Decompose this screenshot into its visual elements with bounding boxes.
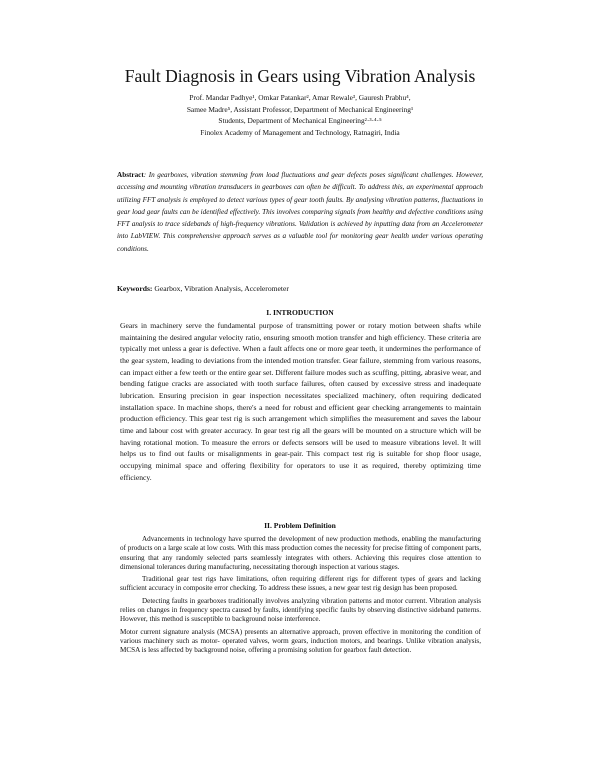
author-line-1: Prof. Mandar Padhye¹, Omkar Patankar², Amar Rewale³, Gauresh Prabhu⁴,: [189, 93, 411, 102]
section-heading-problem-definition: II. Problem Definition: [264, 521, 336, 530]
keywords: [117, 284, 483, 293]
keywords-label: Keywords:: [117, 284, 153, 293]
problem-paragraph: Motor current signature analysis (MCSA) presents an alternative approach, proven effective in monitoring the condition of various machinery such as motor- operated valves, worm gears, induction motors, and bearings. Unlike vibration analysis, MCSA is less affected by background noise, offering a promising solution for gearbox fault detection.: [120, 627, 481, 655]
author-line-3: Students, Department of Mechanical Engineering²·³·⁴·⁵: [218, 116, 382, 125]
abstract: [117, 169, 483, 255]
problem-definition-body: [120, 535, 481, 659]
problem-paragraph: Advancements in technology have spurred the development of new production methods, enabling the manufacturing of products on a large scale at low costs. With this mass production comes the necessity for precise fitting of component parts, ensuring that any randomly selected parts seamlessly integrates with others. Achieving this requires close attention to dimensional tolerances during manufacturing, necessitating thorough inspection at various stages.: [120, 535, 481, 571]
author-line-2: Samee Madre⁵, Assistant Professor, Department of Mechanical Engineering¹: [186, 105, 414, 114]
author-line-4: Finolex Academy of Management and Technology, Ratnagiri, India: [200, 128, 400, 137]
introduction-paragraph: Gears in machinery serve the fundamental purpose of transmitting power or rotary motion between shafts while maintaining the desired angular velocity ratio, ensuring smooth motion transfer and high efficiency. These criteria are typically met unless a gear is defective. When a fault affects one or more gear teeth, it undermines the performance of the gear system, leading to deviations from the intended motion transfer. Gear failure, stemming from various reasons, can impact either a few teeth or the entire gear set. Different failure modes such as scuffing, pitting, abrasive wear, and bending fatigue cracks are associated with tooth surface failures, often caused by excessive stress and inadequate lubrication. Ensuring precision in gear inspection necessitates specialized machinery, often requiring dedicated installation space. In machine shops, there's a need for robust and efficient gear checking arrangements to maintain production efficiency. This gear test rig is such arrangement which simplifies the measurement and saves the labour time and labour cost with greater accuracy. In gear test rig all the gears will be mounted on a structure which will be having rotational motion. To measure the errors or defects sensors will be used to measure vibrations level. It will helps us to find out faults or misalignments in gear-pair. This compact test rig is suitable for shop floor usage, occupying minimal space and offering flexibility for operators to use it as required, thereby optimizing time efficiency.: [120, 321, 481, 482]
keywords-text: Gearbox, Vibration Analysis, Accelerometer: [152, 284, 289, 293]
abstract-label: Abstract: [117, 171, 144, 179]
section-heading-introduction: I. INTRODUCTION: [266, 308, 334, 317]
paper-title: Fault Diagnosis in Gears using Vibration Analysis: [124, 66, 476, 86]
problem-paragraph: Detecting faults in gearboxes traditionally involves analyzing vibration patterns and motor current. Vibration analysis relies on changes in frequency spectra caused by faults, identifying specific faults by observing distinctive sideband patterns. However, this method is susceptible to background noise interference.: [120, 596, 481, 624]
abstract-text: : In gearboxes, vibration stemming from load fluctuations and gear defects poses significant challenges. However, accessing and mounting vibration transducers in gearboxes can often be difficult. To address this, an experimental approach utilizing FFT analysis is employed to detect various types of gear tooth faults. By analysing vibration patterns, fluctuations in gear load gear faults can be identified effectively. This involves comparing signals from healthy and defective conditions using FFT analysis to trace sidebands of high-frequency vibrations. Validation is achieved by inputting data from an Accelerometer into LabVIEW. This comprehensive approach serves as a valuable tool for monitoring gear health under various operating conditions.: [117, 171, 483, 253]
problem-paragraph: Traditional gear test rigs have limitations, often requiring different rigs for different types of gears and lacking sufficient accuracy in composite error checking. To address these issues, a new gear test rig design has been proposed.: [120, 575, 481, 593]
